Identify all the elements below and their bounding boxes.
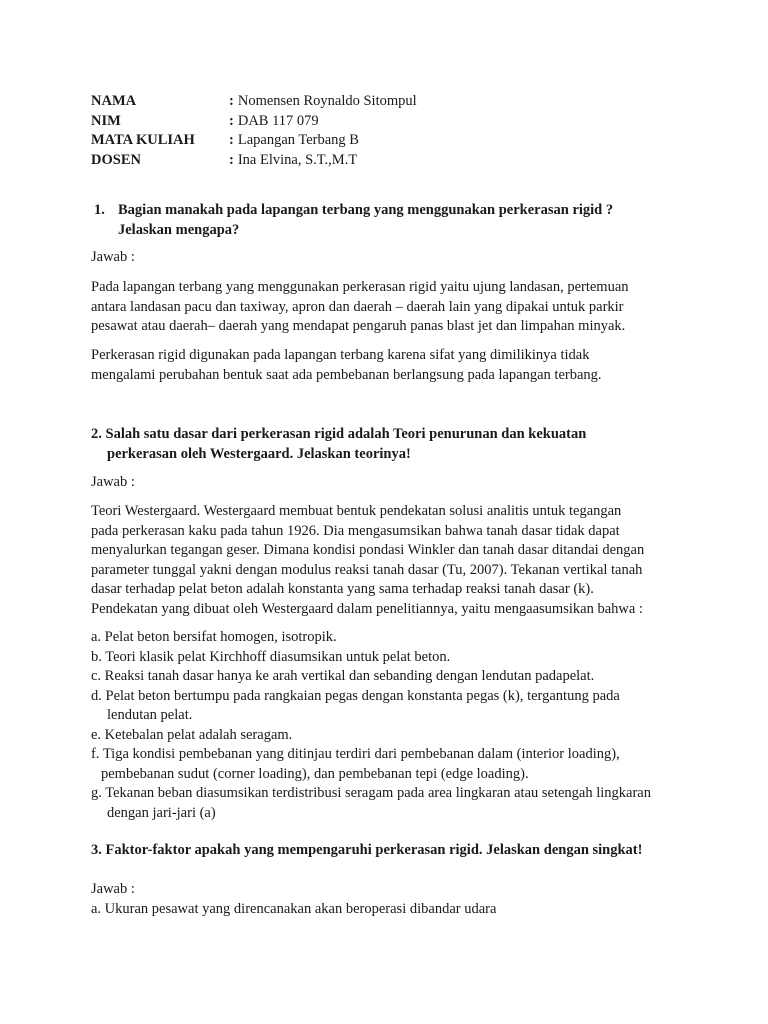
text-line: Pendekatan yang dibuat oleh Westergaard dalam penelitiannya, yaitu mengaasumsikan bahwa : (91, 600, 643, 617)
text-line: Perkerasan rigid digunakan pada lapangan terbang karena sifat yang dimilikinya tidak (91, 347, 590, 363)
answer-2-paragraph (91, 502, 691, 619)
header-row-nim (91, 112, 417, 132)
student-info-header (91, 92, 417, 170)
list-item-c: c. Reaksi tanah dasar hanya ke arah vertikal dan sebanding dengan lendutan padapelat. (91, 668, 595, 684)
header-value: Ina Elvina, S.T.,M.T (237, 151, 358, 168)
list-item-g: g. Tekanan beban diasumsikan terdistribusi seragam pada area lingkaran atau setengah lingkaran (91, 785, 651, 801)
question-2-line-1: 2. Salah satu dasar dari perkerasan rigid adalah Teori penurunan dan kekuatan (91, 426, 587, 442)
text-line: antara landasan pacu dan taxiway, apron dan daerah – daerah lain yang dipakai untuk parkir (91, 298, 624, 315)
answer-label-2: Jawab : (91, 474, 135, 490)
header-value: Nomensen Roynaldo Sitompul (237, 93, 417, 109)
header-separator: : (229, 93, 234, 109)
list-item-a: a. Pelat beton bersifat homogen, isotropik. (91, 629, 337, 645)
list-item-d: d. Pelat beton bertumpu pada rangkaian pegas dengan konstanta pegas (k), tergantung pada (91, 687, 620, 704)
list-item-b: b. Teori klasik pelat Kirchhoff diasumsikan untuk pelat beton. (91, 648, 451, 665)
header-separator: : (229, 132, 234, 148)
text-line: menyalurkan tegangan geser. Dimana kondisi pondasi Winkler dan tanah dasar ditandai dengan (91, 542, 645, 558)
answer-1-paragraph-1 (91, 278, 691, 337)
answer-1-paragraph-2 (91, 346, 691, 385)
answer-2-list (91, 628, 691, 823)
header-separator: : (229, 151, 234, 168)
text-line: mengalami perubahan bentuk saat ada pembebanan berlangsung pada lapangan terbang. (91, 366, 602, 383)
answer-3-list (91, 900, 691, 920)
list-item-d-continued: lendutan pelat. (107, 707, 193, 723)
header-row-dosen (91, 151, 417, 171)
header-separator: : (229, 112, 234, 129)
answer-label-3: Jawab : (91, 881, 135, 897)
header-row-nama (91, 92, 417, 112)
header-row-mata-kuliah (91, 131, 417, 151)
text-line: pada perkerasan kaku pada tahun 1926. Dia mengasumsikan bahwa tanah dasar tidak dapat (91, 522, 620, 539)
question-2-line-2: perkerasan oleh Westergaard. Jelaskan teorinya! (107, 445, 411, 462)
question-number: 1. (94, 202, 105, 218)
question-3 (91, 841, 691, 861)
list-item-f-continued: pembebanan sudut (corner loading), dan pembebanan tepi (edge loading). (101, 765, 529, 782)
text-line: dasar terhadap pelat beton adalah konstanta yang sama terhadap reaksi tanah dasar (k). (91, 581, 594, 597)
header-value: Lapangan Terbang B (237, 132, 359, 148)
header-label: DOSEN (91, 151, 141, 168)
question-1 (91, 201, 691, 240)
question-3-line-1: 3. Faktor-faktor apakah yang mempengaruhi perkerasan rigid. Jelaskan dengan singkat! (91, 842, 643, 858)
list-item-g-continued: dengan jari-jari (a) (107, 804, 216, 821)
header-label: MATA KULIAH (91, 132, 195, 148)
header-label: NAMA (91, 93, 137, 109)
question-1-line-1: Bagian manakah pada lapangan terbang yang menggunakan perkerasan rigid ? (118, 202, 614, 218)
header-value: DAB 117 079 (237, 112, 319, 129)
list-item-f: f. Tiga kondisi pembebanan yang ditinjau terdiri dari pembebanan dalam (interior loading), (91, 746, 620, 762)
header-label: NIM (91, 112, 121, 129)
list-item-e: e. Ketebalan pelat adalah seragam. (91, 726, 293, 743)
text-line: pesawat atau daerah– daerah yang mendapat pengaruh panas blast jet dan limpahan minyak. (91, 318, 626, 334)
text-line: Pada lapangan terbang yang menggunakan perkerasan rigid yaitu ujung landasan, pertemuan (91, 279, 629, 295)
list-item-a: a. Ukuran pesawat yang direncanakan akan beroperasi dibandar udara (91, 901, 497, 917)
question-1-line-2: Jelaskan mengapa? (118, 221, 240, 238)
text-line: Teori Westergaard. Westergaard membuat bentuk pendekatan solusi analitis untuk tegangan (91, 503, 622, 519)
answer-label-1: Jawab : (91, 249, 135, 265)
question-2 (91, 425, 691, 464)
text-line: parameter tunggal yakni dengan modulus reaksi tanah dasar (Tu, 2007). Tekanan vertikal tanah (91, 561, 643, 578)
